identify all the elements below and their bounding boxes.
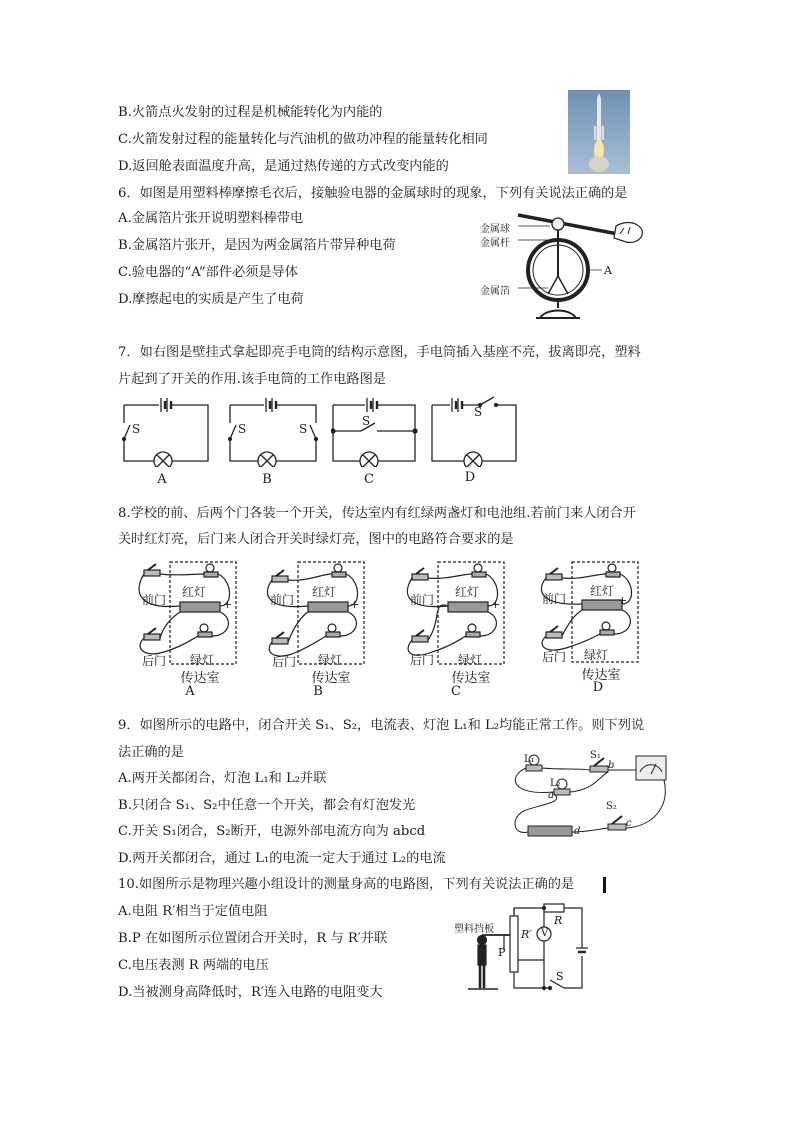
- q9-label-s1: S₁: [590, 750, 601, 761]
- q8-c-room: 传达室: [451, 671, 491, 686]
- q7-stem-line2: 片起到了开关的作用.该手电筒的工作电路图是: [118, 372, 386, 387]
- q8-a-front: 前门: [142, 593, 167, 607]
- q9-label-s2: S₂: [606, 801, 617, 812]
- q10-label-v: V: [541, 928, 549, 939]
- q10-label-board: 塑料挡板: [454, 924, 494, 935]
- q8-d-plus: +: [618, 594, 628, 607]
- label-metal-rod: 金属杆: [480, 238, 510, 249]
- q10-option-a: A.电阻 R′相当于定值电阻: [118, 904, 268, 919]
- q6-option-d: D.摩擦起电的实质是产生了电荷: [118, 292, 304, 307]
- q8-b-back: 后门: [272, 655, 297, 669]
- q9-option-b: B.只闭合 S₁、S₂中任意一个开关，都会有灯泡发光: [118, 798, 416, 813]
- q8-c-back: 后门: [410, 653, 435, 667]
- label-part-a: A: [604, 264, 612, 277]
- q7-stem-line1: 7．如右图是壁挂式拿起即亮手电筒的结构示意图，手电筒插入基座不亮，拔离即亮，塑料: [118, 345, 641, 360]
- q10-label-s: S: [556, 970, 564, 983]
- q10-label-r: R: [554, 914, 563, 927]
- q6-option-c: C.验电器的“A”部件必须是导体: [118, 265, 298, 280]
- q5-option-b: B.火箭点火发射的过程是机械能转化为内能的: [118, 105, 383, 120]
- q8-stem-line1: 8.学校的前、后两个门各装一个开关，传达室内有红绿两盏灯和电池组.若前门来人闭合开: [118, 506, 636, 521]
- label-metal-foil: 金属箔: [480, 286, 510, 297]
- q5-option-d: D.返回舱表面温度升高，是通过热传递的方式改变内能的: [118, 159, 449, 174]
- q8-c-plus: +: [491, 598, 501, 611]
- q8-stem-line2: 关时红灯亮，后门来人闭合开关时绿灯亮，图中的电路符合要求的是: [118, 532, 514, 547]
- q9-label-l1: L₁: [524, 754, 535, 765]
- q7-b-switch-label-right: S: [299, 422, 308, 436]
- q8-d-green: 绿灯: [584, 648, 609, 662]
- q8-a-room: 传达室: [180, 671, 220, 686]
- q8-circuit-b: [262, 560, 366, 668]
- q10-option-c: C.电压表测 R 两端的电压: [118, 958, 269, 973]
- q8-b-front: 前门: [270, 593, 295, 607]
- q9-stem-line2: 法正确的是: [118, 745, 184, 760]
- q8-c-green: 绿灯: [458, 653, 483, 667]
- q8-b-plus: +: [350, 598, 360, 611]
- q9-option-d: D.两开关都闭合，通过 L₁的电流一定大于通过 L₂的电流: [118, 851, 446, 866]
- q8-a-back: 后门: [142, 654, 167, 668]
- q8-a-plus: +: [223, 598, 233, 611]
- rocket-launch-photo: [568, 90, 630, 174]
- q9-option-c: C.开关 S₁闭合，S₂断开，电源外部电流方向为 abcd: [118, 824, 426, 839]
- q7-circuit-c: [331, 395, 419, 467]
- q7-a-switch-label: S: [132, 422, 141, 436]
- q8-b-green: 绿灯: [318, 653, 343, 667]
- q8-d-room: 传达室: [581, 668, 621, 683]
- q6-stem: 6．如图是用塑料棒摩擦毛衣后，接触验电器的金属球时的现象，下列有关说法正确的是: [118, 186, 628, 201]
- q8-c-front: 前门: [410, 593, 435, 607]
- q8-c-red: 红灯: [455, 585, 480, 599]
- q7-label-d: D: [464, 470, 476, 485]
- q9-stem-line1: 9．如图所示的电路中，闭合开关 S₁、S₂，电流表、灯泡 L₁和 L₂均能正常工作。则下列说: [118, 718, 645, 733]
- q8-d-back: 后门: [542, 650, 567, 664]
- q9-label-c: c: [626, 818, 632, 829]
- q8-b-room: 传达室: [311, 671, 351, 686]
- q8-b-red: 红灯: [312, 585, 337, 599]
- q7-label-b: B: [262, 472, 272, 487]
- q10-label-rprime: R′: [521, 928, 532, 941]
- q9-option-a: A.两开关都闭合，灯泡 L₁和 L₂并联: [118, 771, 327, 786]
- q10-option-b: B.P 在如图所示位置闭合开关时，R 与 R′并联: [118, 931, 388, 946]
- q8-label-b: B: [313, 684, 323, 699]
- q9-label-d: d: [574, 826, 581, 837]
- q10-stem: 10.如图所示是物理兴趣小组设计的测量身高的电路图，下列有关说法正确的是: [118, 877, 575, 892]
- q6-option-a: A.金属箔片张开说明塑料棒带电: [118, 211, 304, 226]
- q9-label-a: a: [548, 790, 554, 801]
- q8-label-a: A: [185, 684, 195, 699]
- q10-label-p: P: [498, 946, 506, 959]
- q9-label-l2: L₂: [550, 778, 561, 789]
- q8-d-front: 前门: [542, 592, 567, 606]
- q8-a-green: 绿灯: [190, 653, 215, 667]
- q5-option-c: C.火箭发射过程的能量转化与汽油机的做功冲程的能量转化相同: [118, 132, 488, 147]
- q7-c-switch-label: S: [362, 414, 371, 428]
- q8-a-red: 红灯: [182, 585, 207, 599]
- q10-circuit-figure: [452, 900, 602, 996]
- q7-label-a: A: [157, 472, 167, 487]
- q10-text-cursor: [603, 877, 606, 893]
- q8-label-d: D: [592, 680, 604, 695]
- q8-d-red: 红灯: [590, 584, 615, 598]
- q9-label-b: b: [608, 760, 615, 771]
- q7-d-switch-label: S: [474, 405, 483, 419]
- q8-label-c: C: [451, 684, 461, 699]
- label-metal-ball: 金属球: [480, 224, 510, 235]
- q6-option-b: B.金属箔片张开，是因为两金属箔片带异种电荷: [118, 238, 396, 253]
- q7-label-c: C: [364, 472, 374, 487]
- q7-b-switch-label-left: S: [238, 422, 247, 436]
- q10-option-d: D.当被测身高降低时，R′连入电路的电阻变大: [118, 985, 383, 1000]
